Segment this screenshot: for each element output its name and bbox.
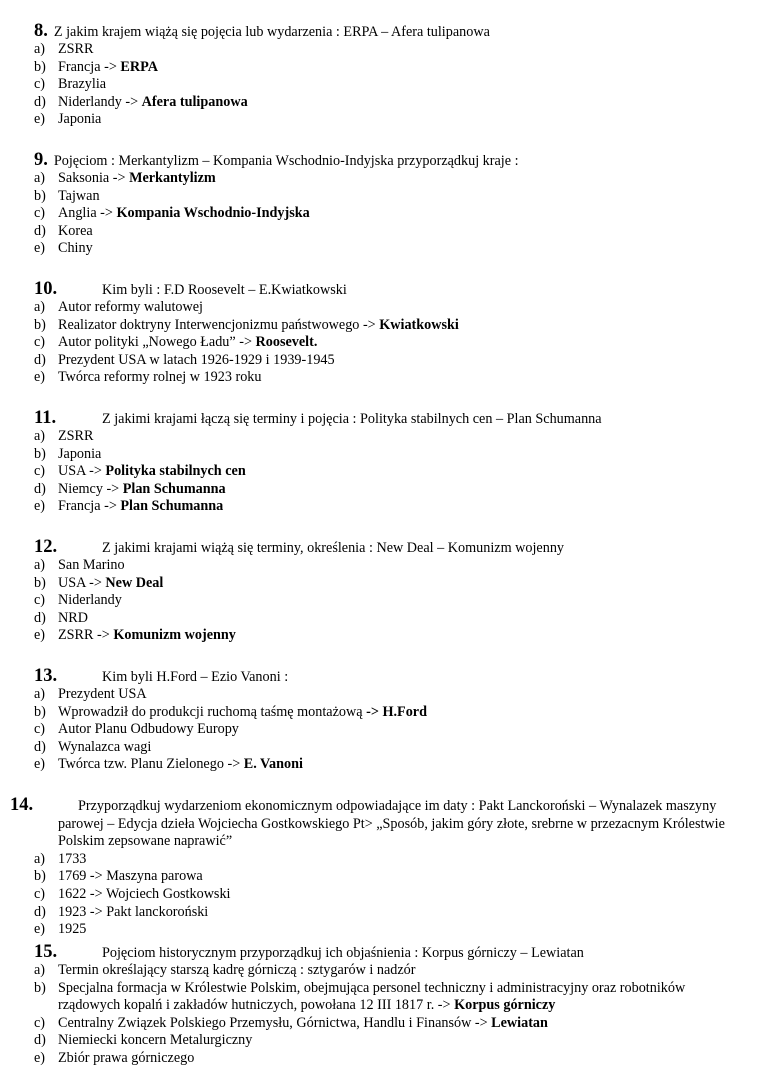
- option-letter: b): [34, 703, 46, 720]
- option-text: USA ->: [58, 574, 106, 591]
- option-letter: d): [34, 480, 46, 497]
- question-number: 15.: [34, 942, 58, 962]
- option-answer: New Deal: [105, 574, 164, 591]
- option-b: [34, 704, 744, 722]
- option-answer: Komunizm wojenny: [113, 627, 236, 644]
- option-text: San Marino: [58, 557, 125, 573]
- question-number: 10.: [34, 279, 58, 299]
- option-letter: e): [34, 111, 46, 128]
- option-letter: e): [34, 240, 46, 257]
- option-answer: Polityka stabilnych cen: [105, 463, 246, 480]
- option-b: [34, 317, 744, 335]
- option-b: [34, 575, 744, 593]
- question-text: Z jakim krajem wiążą się pojęcia lub wydarzenia : ERPA – Afera tulipanowa: [53, 24, 490, 40]
- option-letter: d): [34, 93, 46, 110]
- option-letter: a): [34, 41, 46, 57]
- option-text: Niemcy ->: [58, 480, 123, 497]
- option-letter: b): [34, 445, 46, 462]
- option-a: [34, 299, 744, 317]
- option-letter: a): [34, 686, 46, 702]
- option-b: [34, 980, 744, 1015]
- option-c: [34, 334, 744, 352]
- question-13: [34, 667, 744, 774]
- option-letter: c): [34, 592, 46, 609]
- option-letter: a): [34, 850, 46, 867]
- option-letter: e): [34, 921, 46, 938]
- option-answer: Korpus górniczy: [454, 997, 556, 1014]
- option-text: ZSRR: [58, 428, 94, 444]
- option-letter: b): [34, 187, 46, 204]
- question-number: 8.: [34, 21, 48, 41]
- option-answer: Merkantylizm: [129, 170, 216, 186]
- question-number: 12.: [34, 537, 58, 557]
- option-letter: a): [34, 170, 46, 186]
- option-d: [34, 610, 744, 628]
- option-letter: c): [34, 885, 46, 902]
- option-letter: c): [34, 334, 46, 351]
- option-text: 1622 -> Wojciech Gostkowski: [58, 885, 231, 902]
- option-letter: b): [34, 574, 46, 591]
- option-text: Autor reformy walutowej: [58, 299, 203, 315]
- option-text: Tajwan: [58, 187, 100, 204]
- option-a: [34, 41, 744, 59]
- question-text: Kim byli H.Ford – Ezio Vanoni :: [102, 669, 289, 685]
- option-text: Saksonia ->: [58, 170, 130, 186]
- option-text: NRD: [58, 609, 88, 626]
- option-a: [34, 557, 744, 575]
- option-answer: Plan Schumanna: [122, 480, 226, 497]
- option-text: Wprowadził do produkcji ruchomą taśmę montażową: [58, 703, 367, 720]
- question-number: 13.: [34, 666, 58, 686]
- option-text: Prezydent USA: [58, 686, 147, 702]
- option-letter: d): [34, 222, 46, 239]
- option-letter: a): [34, 428, 46, 444]
- option-letter: c): [34, 76, 46, 93]
- option-text: Wynalazca wagi: [58, 738, 152, 755]
- option-b: [34, 868, 744, 886]
- option-e: [34, 111, 744, 129]
- option-text: USA ->: [58, 463, 106, 480]
- option-c: [34, 205, 744, 223]
- option-e: [34, 369, 744, 387]
- option-text: ZSRR ->: [58, 627, 114, 644]
- option-text: Japonia: [58, 111, 102, 128]
- question-15: [34, 943, 744, 1068]
- option-text: 1925: [58, 921, 87, 938]
- option-letter: e): [34, 627, 46, 644]
- option-letter: b): [34, 868, 46, 885]
- option-letter: c): [34, 1014, 46, 1031]
- option-text: Niderlandy ->: [58, 93, 142, 110]
- option-letter: b): [34, 58, 46, 75]
- option-a: [34, 428, 744, 446]
- option-text: 1733: [58, 850, 87, 867]
- option-d: [34, 94, 744, 112]
- option-text: Korea: [58, 222, 93, 239]
- option-text: Autor polityki „Nowego Ładu” ->: [58, 334, 256, 351]
- option-text: ZSRR: [58, 41, 94, 57]
- option-e: [34, 921, 744, 939]
- option-letter: b): [34, 316, 46, 333]
- option-answer: E. Vanoni: [243, 756, 303, 773]
- option-text: Niemiecki koncern Metalurgiczny: [58, 1032, 253, 1049]
- option-e: [34, 498, 744, 516]
- question-8: [34, 22, 744, 129]
- option-e: [34, 1050, 744, 1068]
- option-letter: d): [34, 351, 46, 368]
- option-text: Twórca tzw. Planu Zielonego ->: [58, 756, 244, 773]
- option-letter: a): [34, 299, 46, 315]
- option-text: Specjalna formacja w Królestwie Polskim, obejmująca personel techniczny i administracyjny oraz robotników rządowych kopalń i zakładów hutniczych, powołana 12 III 1817 r. ->: [58, 979, 686, 1014]
- option-e: [34, 627, 744, 645]
- option-e: [34, 240, 744, 258]
- option-text: Chiny: [58, 240, 93, 257]
- option-letter: e): [34, 756, 46, 773]
- option-text: Zbiór prawa górniczego: [58, 1049, 195, 1066]
- option-text: Brazylia: [58, 76, 107, 93]
- option-letter: b): [34, 979, 46, 996]
- option-text: Autor Planu Odbudowy Europy: [58, 721, 239, 738]
- question-text: Z jakimi krajami wiążą się terminy, określenia : New Deal – Komunizm wojenny: [102, 540, 565, 556]
- option-text: Francja ->: [58, 58, 121, 75]
- option-text: Twórca reformy rolnej w 1923 roku: [58, 369, 262, 386]
- option-a: [34, 686, 744, 704]
- option-text: Realizator doktryny Interwencjonizmu państwowego ->: [58, 316, 380, 333]
- option-b: [34, 59, 744, 77]
- option-text: Prezydent USA w latach 1926-1929 i 1939-1945: [58, 351, 335, 368]
- question-text: Z jakimi krajami łączą się terminy i pojęcia : Polityka stabilnych cen – Plan Schumanna: [102, 411, 602, 427]
- option-letter: c): [34, 205, 46, 222]
- option-letter: d): [34, 1032, 46, 1049]
- option-answer: -> H.Ford: [366, 703, 427, 720]
- option-letter: a): [34, 962, 46, 978]
- option-d: [34, 481, 744, 499]
- option-answer: Roosevelt.: [255, 334, 318, 351]
- option-b: [34, 188, 744, 206]
- option-c: [34, 886, 744, 904]
- option-a: [34, 851, 744, 869]
- question-9: [34, 151, 744, 258]
- option-d: [34, 904, 744, 922]
- option-answer: Lewiatan: [491, 1014, 548, 1031]
- option-d: [34, 223, 744, 241]
- question-14: 14. Przyporządkuj wydarzeniom ekonomicznym odpowiadające im daty : Pakt Lanckoroński – Wynalazek maszyny parowej – Edycja dzieła Wojciecha Gostkowskiego Pt> „Sposób, jakim góry złote, srebrne w przezacnym Królestwie Polskim zepsowane naprawić” a) 1733 b) 1769 -> Maszyna parowa c) 1622 -> Wojciech Gostkowski d) 1923 -> Pakt lanckoroński e) 1925: [34, 796, 744, 939]
- question-11: [34, 409, 744, 516]
- option-text: 1923 -> Pakt lanckoroński: [58, 903, 209, 920]
- option-text: Anglia ->: [58, 205, 117, 222]
- option-text: Francja ->: [58, 498, 121, 515]
- question-text: Pojęciom : Merkantylizm – Kompania Wschodnio-Indyjska przyporządkuj kraje :: [53, 153, 519, 169]
- option-letter: e): [34, 498, 46, 515]
- option-letter: d): [34, 609, 46, 626]
- option-answer: Plan Schumanna: [120, 498, 224, 515]
- question-text: Przyporządkuj wydarzeniom ekonomicznym odpowiadające im daty : Pakt Lanckoroński – Wynalazek maszyny parowej – Edycja dzieła Wojciecha Gostkowskiego Pt> „Sposób, jakim góry złote, srebrne w przezacnym Królestwie Polskim zepsowane naprawić”: [58, 798, 725, 850]
- option-letter: d): [34, 903, 46, 920]
- option-answer: Afera tulipanowa: [141, 93, 248, 110]
- option-answer: ERPA: [120, 58, 158, 75]
- option-d: [34, 739, 744, 757]
- option-text: 1769 -> Maszyna parowa: [58, 868, 203, 885]
- option-text: Termin określający starszą kadrę górniczą : sztygarów i nadzór: [58, 962, 416, 978]
- option-answer: Kompania Wschodnio-Indyjska: [116, 205, 310, 222]
- option-e: [34, 756, 744, 774]
- option-text: Niderlandy: [58, 592, 122, 609]
- option-letter: c): [34, 463, 46, 480]
- option-text: Japonia: [58, 445, 102, 462]
- question-text: Pojęciom historycznym przyporządkuj ich objaśnienia : Korpus górniczy – Lewiatan: [102, 945, 584, 961]
- question-12: [34, 538, 744, 645]
- option-letter: e): [34, 1049, 46, 1066]
- option-d: [34, 1032, 744, 1050]
- option-a: [34, 962, 744, 980]
- option-letter: c): [34, 721, 46, 738]
- option-b: [34, 446, 744, 464]
- option-letter: a): [34, 557, 46, 573]
- option-c: [34, 76, 744, 94]
- option-answer: Kwiatkowski: [379, 316, 459, 333]
- option-letter: d): [34, 738, 46, 755]
- option-a: [34, 170, 744, 188]
- option-d: [34, 352, 744, 370]
- option-c: [34, 721, 744, 739]
- question-10: [34, 280, 744, 387]
- question-text: Kim byli : F.D Roosevelt – E.Kwiatkowski: [102, 282, 347, 298]
- question-number: 11.: [34, 408, 57, 428]
- option-letter: e): [34, 369, 46, 386]
- question-number: 9.: [34, 150, 48, 170]
- option-c: [34, 1015, 744, 1033]
- option-c: [34, 463, 744, 481]
- option-text: Centralny Związek Polskiego Przemysłu, Górnictwa, Handlu i Finansów ->: [58, 1014, 492, 1031]
- option-c: [34, 592, 744, 610]
